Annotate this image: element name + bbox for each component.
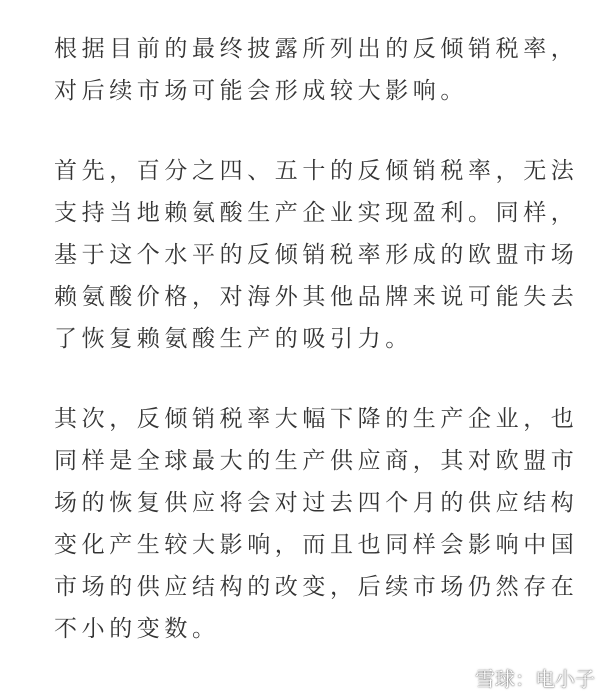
text-line: 对后续市场可能会形成较大影响。 — [54, 78, 468, 104]
text-line: 根据目前的最终披露所列出的反倾销税率， — [54, 36, 579, 62]
text-line: 不小的变数。 — [54, 616, 220, 642]
paragraph-spacer — [54, 112, 584, 150]
text-line: 其次，反倾销税率大幅下降的生产企业，也 — [54, 406, 579, 432]
text-line: 首先，百分之四、五十的反倾销税率，无法 — [54, 158, 579, 184]
text-line: 了恢复赖氨酸生产的吸引力。 — [54, 326, 413, 352]
text-line: 场的恢复供应将会对过去四个月的供应结构 — [54, 490, 579, 516]
paragraph-1 — [54, 28, 584, 112]
text-line: 赖氨酸价格，对海外其他品牌来说可能失去 — [54, 284, 579, 310]
paragraph-spacer — [54, 360, 584, 398]
text-line: 变化产生较大影响，而且也同样会影响中国 — [54, 532, 579, 558]
watermark-text: 雪球：电小子 — [475, 667, 595, 691]
snowball-logo-icon — [443, 665, 469, 691]
paragraph-3 — [54, 398, 584, 650]
article-body — [54, 28, 584, 650]
text-line: 同样是全球最大的生产供应商，其对欧盟市 — [54, 448, 579, 474]
text-line: 基于这个水平的反倾销税率形成的欧盟市场 — [54, 242, 579, 268]
paragraph-2 — [54, 150, 584, 360]
watermark — [443, 663, 595, 692]
text-line: 市场的供应结构的改变，后续市场仍然存在 — [54, 574, 579, 600]
text-line: 支持当地赖氨酸生产企业实现盈利。同样， — [54, 200, 579, 226]
